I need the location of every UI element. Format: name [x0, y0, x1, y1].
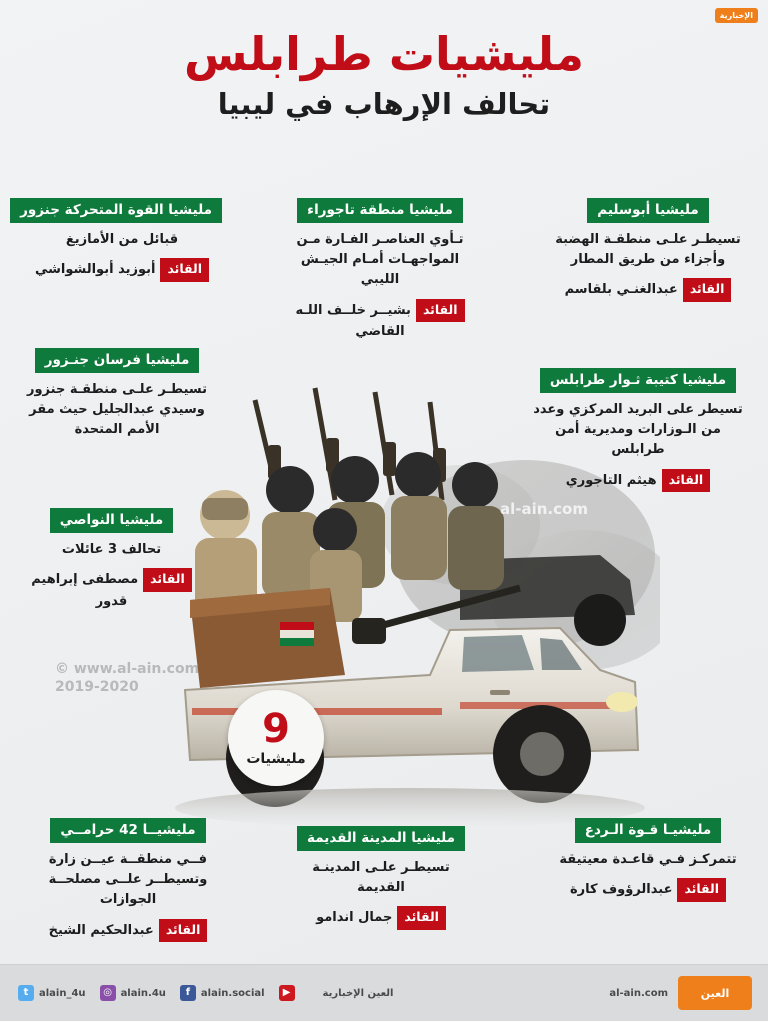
leader-name: عبدالحكيم الشيخ [48, 922, 154, 938]
militia-name-thuwar: مليشيا كتيبة ثـوار طرابلس [540, 368, 736, 393]
leader-tag: القائد [397, 906, 446, 930]
leader-name: جمال اندامو [316, 910, 393, 926]
footer-brand [609, 976, 752, 1010]
militia-desc-nawasi: تحالف 3 عائلات [61, 542, 162, 558]
militia-desc-thuwar: تسيطر على البريد المركزي وعدد من الـوزارات ومديرية أمن طرابلس [533, 402, 743, 458]
watermark-right: al-ain.com [500, 500, 588, 518]
militia-leader-thuwar [530, 469, 746, 493]
militia-name-abusalim: مليشيا أبوسليم [587, 198, 708, 223]
social-links [18, 985, 393, 1001]
leader-name: هيثم التاجوري [565, 472, 657, 488]
militia-card-tajoura [282, 198, 478, 342]
social-facebook[interactable] [180, 985, 265, 1001]
footer-url[interactable]: al-ain.com [609, 987, 668, 999]
militia-desc-forsan: تسيطـر علـى منطقـة جنزور وسيدي عبدالجليل حيث مقر الأمم المتحدة [26, 382, 207, 438]
page-subtitle: تحالف الإرهاب في ليبيا [217, 86, 551, 121]
watermark-left-line2: 2019-2020 [55, 679, 139, 696]
militia-desc-abusalim: تسيطـر علـى منطقـة الهضبة وأجزاء من طريق المطار [555, 232, 741, 268]
militia-name-harami-42: مليشيــا 42 حرامــي [50, 818, 205, 843]
leader-tag: القائد [143, 568, 192, 592]
militia-name-old-city: مليشيا المدينة القديمة [297, 826, 465, 851]
alain-logo[interactable] [678, 976, 752, 1010]
social-twitter-handle: alain_4u [39, 987, 86, 999]
militia-card-rada [550, 818, 746, 902]
leader-name: مصطفى إبراهيم قدور [31, 572, 139, 610]
militia-count-badge [228, 690, 324, 786]
page-header [0, 28, 768, 121]
leader-tag: القائد [160, 258, 209, 282]
leader-name: بشيــر خلــف اللـه القاضي [295, 302, 411, 340]
watermark-left-line1: © www.al-ain.com [55, 661, 200, 677]
social-instagram-handle: alain.4u [120, 987, 166, 999]
militia-card-nawasi [24, 508, 199, 612]
militia-name-rada: مليشيـا قـوة الـردع [575, 818, 721, 843]
militia-leader-nawasi [24, 568, 199, 611]
leader-tag: القائد [683, 278, 732, 302]
social-instagram[interactable] [100, 985, 166, 1001]
militia-name-tajoura: مليشيا منطقة تاجوراء [297, 198, 463, 223]
militia-card-harami-42 [30, 818, 226, 942]
militia-leader-harami-42 [30, 919, 226, 943]
leader-tag: القائد [662, 469, 711, 493]
leader-name: عبدالرؤوف كارة [569, 882, 673, 898]
militia-card-thuwar-tarabulus [530, 368, 746, 492]
militia-leader-janzour-mobile [22, 258, 222, 282]
leader-name: عبدالغنـي بلقاسم [564, 282, 678, 298]
leader-tag: القائد [416, 299, 465, 323]
page-title: مليشيات طرابلس [184, 27, 584, 81]
militia-card-janzour-mobile [22, 198, 222, 282]
instagram-icon: ◎ [100, 985, 116, 1001]
militia-count-label: مليشيات [246, 751, 306, 767]
social-youtube[interactable] [279, 985, 295, 1001]
footer-arabic-label: العين الإخبارية [322, 987, 394, 999]
twitter-icon: t [18, 985, 34, 1001]
militia-desc-rada: تتمركـز فـي قاعـدة معيتيقة [559, 852, 737, 868]
alain-logo-text: العين [700, 986, 730, 1000]
page-footer [0, 964, 768, 1021]
militia-card-forsan-janzour [24, 348, 210, 441]
social-twitter[interactable] [18, 985, 86, 1001]
militia-desc-old-city: تسيطـر علـى المدينـة القديمة [312, 860, 450, 896]
militia-card-abusalim [550, 198, 746, 302]
militia-card-old-city [288, 826, 474, 930]
corner-brand-badge: الإخبارية [715, 8, 758, 23]
leader-name: أبوزيد أبوالشواشي [34, 262, 156, 278]
militia-name-janzour-mobile: مليشيا القوة المتحركة جنزور [10, 198, 222, 223]
leader-tag: القائد [159, 919, 208, 943]
facebook-icon: f [180, 985, 196, 1001]
leader-tag: القائد [677, 878, 726, 902]
militia-leader-tajoura [282, 299, 478, 342]
militia-desc-tajoura: تـأوي العناصـر الفـارة مـن المواجهـات أمـام الجيـش الليبي [296, 232, 464, 288]
militia-leader-abusalim [550, 278, 746, 302]
militia-desc-harami-42: فــي منطقــة عيــن زارة وتسيطــر علــى مصلحــة الجوازات [48, 852, 208, 908]
militia-leader-rada [550, 878, 746, 902]
militia-desc-janzour-mobile: قبائل من الأمازيغ [65, 232, 179, 248]
militia-leader-old-city [288, 906, 474, 930]
social-facebook-handle: alain.social [200, 987, 265, 999]
militia-name-nawasi: مليشيا النواصي [50, 508, 173, 533]
youtube-icon: ▶ [279, 985, 295, 1001]
militia-name-forsan: مليشيا فرسان جنـزور [35, 348, 200, 373]
militia-count-number: 9 [262, 706, 290, 752]
